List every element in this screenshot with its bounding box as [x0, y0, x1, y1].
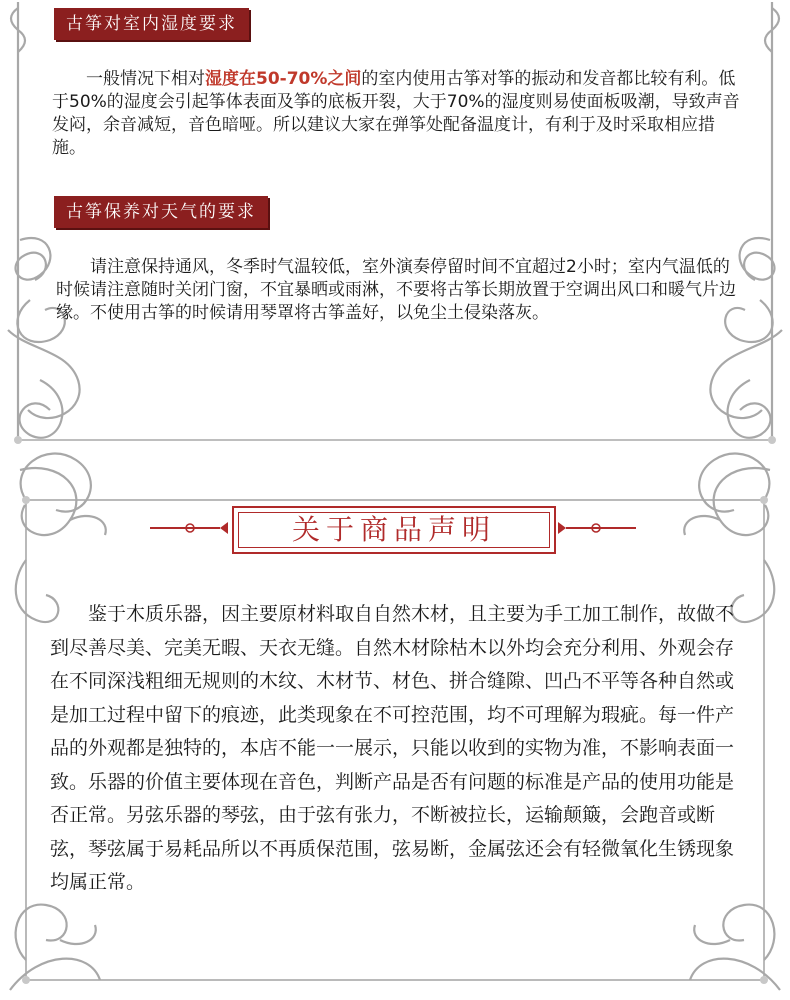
humidity-highlight: 湿度在50-70%之间 [205, 69, 362, 89]
title-wing-right [556, 518, 636, 538]
title-wing-left [150, 518, 230, 538]
humidity-text-after: 的室内使用古筝对筝的振动和发音都比较有利。低于50%的湿度会引起筝体表面及筝的底板开裂，大于70%的湿度则易使面板吸潮，导致声音发闷，余音减短，音色暗哑。所以建议大家在弹筝处配备温度计，有利于及时采取相应措施。 [52, 69, 740, 158]
section-title-weather: 古筝保养对天气的要求 [54, 196, 268, 228]
humidity-paragraph [52, 68, 742, 160]
section-title-humidity: 古筝对室内湿度要求 [54, 8, 249, 40]
humidity-text-before: 一般情况下相对 [86, 69, 205, 89]
product-statement-title: 关于商品声明 [232, 506, 556, 554]
weather-paragraph: 请注意保持通风，冬季时气温较低，室外演奏停留时间不宜超过2小时；室内气温低的时候请注意随时关闭门窗，不宜暴晒或雨淋，不要将古筝长期放置于空调出风口和暖气片边缘。不使用古筝的时候请用琴罩将古筝盖好，以免尘土侵染落灰。 [56, 257, 736, 323]
product-statement-paragraph: 鉴于木质乐器，因主要原材料取自自然木材，且主要为手工加工制作，故做不到尽善尽美、完美无暇、天衣无缝。自然木材除枯木以外均会充分利用、外观会存在不同深浅粗细无规则的木纹、木材节、材色、拼合缝隙、凹凸不平等各种自然或是加工过程中留下的痕迹，此类现象在不可控范围，均不可理解为瑕疵。每一件产品的外观都是独特的，本店不能一一展示，只能以收到的实物为准，不影响表面一致。乐器的价值主要体现在音色，判断产品是否有问题的标准是产品的使用功能是否正常。另弦乐器的琴弦，由于弦有张力，不断被拉长，运输颠簸，会跑音或断弦，琴弦属于易耗品所以不再质保范围，弦易断，金属弦还会有轻微氧化生锈现象均属正常。 [50, 603, 735, 893]
